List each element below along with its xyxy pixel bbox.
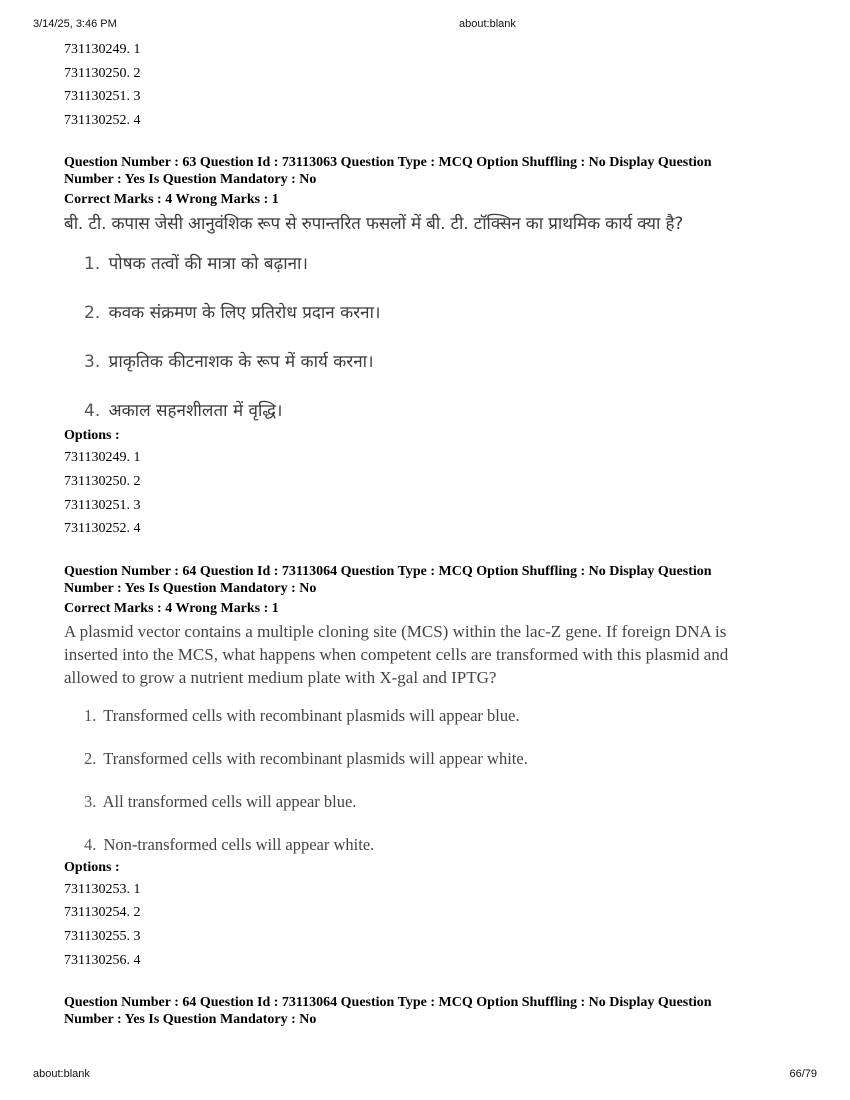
question-block-64-repeat (64, 994, 794, 1028)
option-id: 731130249. 1 (64, 42, 141, 57)
question-block-64 (64, 563, 794, 972)
options-label: Options : (64, 428, 120, 444)
question-meta-line: Question Number : 63 Question Id : 73113063 Question Type : MCQ Option Shuffling : No Display Question (64, 155, 712, 171)
option-id: 731130254. 2 (64, 905, 141, 921)
option-id: 731130253. 1 (64, 881, 141, 897)
choice-text: प्राकृतिक कीटनाशक के रूप में कार्य करना। (108, 352, 374, 373)
answer-choice (84, 251, 794, 277)
choice-number: 2. (84, 303, 101, 324)
footer-url: about:blank (33, 1068, 90, 1080)
question-stem (64, 620, 794, 689)
question-block-63 (64, 154, 794, 540)
choice-text: Transformed cells with recombinant plasmids will appear blue. (103, 705, 520, 725)
page-number: 66/79 (789, 1068, 817, 1080)
print-url: about:blank (459, 18, 516, 30)
option-id: 731130250. 2 (64, 473, 141, 489)
option-id: 731130250. 2 (64, 65, 141, 81)
choice-number: 4. (84, 401, 101, 422)
page-content (64, 38, 794, 1028)
choice-number: 2. (84, 748, 97, 768)
question-stem-line: A plasmid vector contains a multiple cloning site (MCS) within the lac-Z gene. If foreign DNA is (64, 621, 727, 641)
question-meta (64, 154, 794, 188)
answer-choice (84, 705, 794, 727)
option-id: 731130255. 3 (64, 928, 141, 944)
choice-number: 3. (84, 791, 97, 811)
question-marks: Correct Marks : 4 Wrong Marks : 1 (64, 600, 279, 616)
answer-choice (84, 349, 794, 375)
question-meta (64, 994, 794, 1028)
print-header (0, 18, 850, 32)
option-id: 731130249. 1 (64, 450, 141, 466)
choice-number: 1. (84, 254, 101, 275)
answer-choice (84, 748, 794, 770)
print-datetime: 3/14/25, 3:46 PM (33, 18, 117, 30)
question-body (64, 211, 794, 424)
option-id: 731130252. 4 (64, 112, 141, 128)
choice-text: पोषक तत्वों की मात्रा को बढ़ाना। (108, 254, 308, 275)
option-id: 731130251. 3 (64, 89, 141, 105)
question-marks: Correct Marks : 4 Wrong Marks : 1 (64, 192, 279, 208)
question-stem-line: allowed to grow a nutrient medium plate with X-gal and IPTG? (64, 667, 497, 687)
print-footer (0, 1068, 850, 1082)
question-meta-line: Question Number : 64 Question Id : 73113064 Question Type : MCQ Option Shuffling : No Display Question (64, 995, 712, 1011)
choice-number: 1. (84, 705, 97, 725)
choice-number: 4. (84, 834, 97, 854)
question-body (64, 620, 794, 856)
choice-text: Non-transformed cells will appear white. (103, 834, 375, 854)
choice-text: All transformed cells will appear blue. (102, 791, 357, 811)
answer-choice (84, 791, 794, 813)
question-meta-line: Question Number : 64 Question Id : 73113064 Question Type : MCQ Option Shuffling : No Display Question (64, 563, 712, 579)
question-meta (64, 563, 794, 597)
question-meta-line: Number : Yes Is Question Mandatory : No (64, 172, 317, 188)
question-meta-line: Number : Yes Is Question Mandatory : No (64, 580, 317, 596)
prev-options-list (64, 38, 794, 132)
option-id: 731130256. 4 (64, 952, 141, 968)
option-id: 731130252. 4 (64, 521, 141, 537)
option-id: 731130251. 3 (64, 497, 141, 513)
question-meta-line: Number : Yes Is Question Mandatory : No (64, 1012, 317, 1028)
choice-text: Transformed cells with recombinant plasmids will appear white. (103, 748, 528, 768)
answer-choice (84, 300, 794, 326)
choice-text: कवक संक्रमण के लिए प्रतिरोध प्रदान करना। (108, 303, 381, 324)
question-stem: बी. टी. कपास जेसी आनुवंशिक रूप से रुपान्तरित फसलों में बी. टी. टॉक्सिन का प्राथमिक कार्य क्या है? (64, 214, 684, 235)
answer-choice (84, 834, 794, 856)
question-stem-line: inserted into the MCS, what happens when competent cells are transformed with this plasmid and (64, 644, 729, 664)
answer-choice (84, 398, 794, 424)
choice-text: अकाल सहनशीलता में वृद्धि। (108, 401, 283, 422)
options-label: Options : (64, 859, 120, 875)
choice-number: 3. (84, 352, 101, 373)
